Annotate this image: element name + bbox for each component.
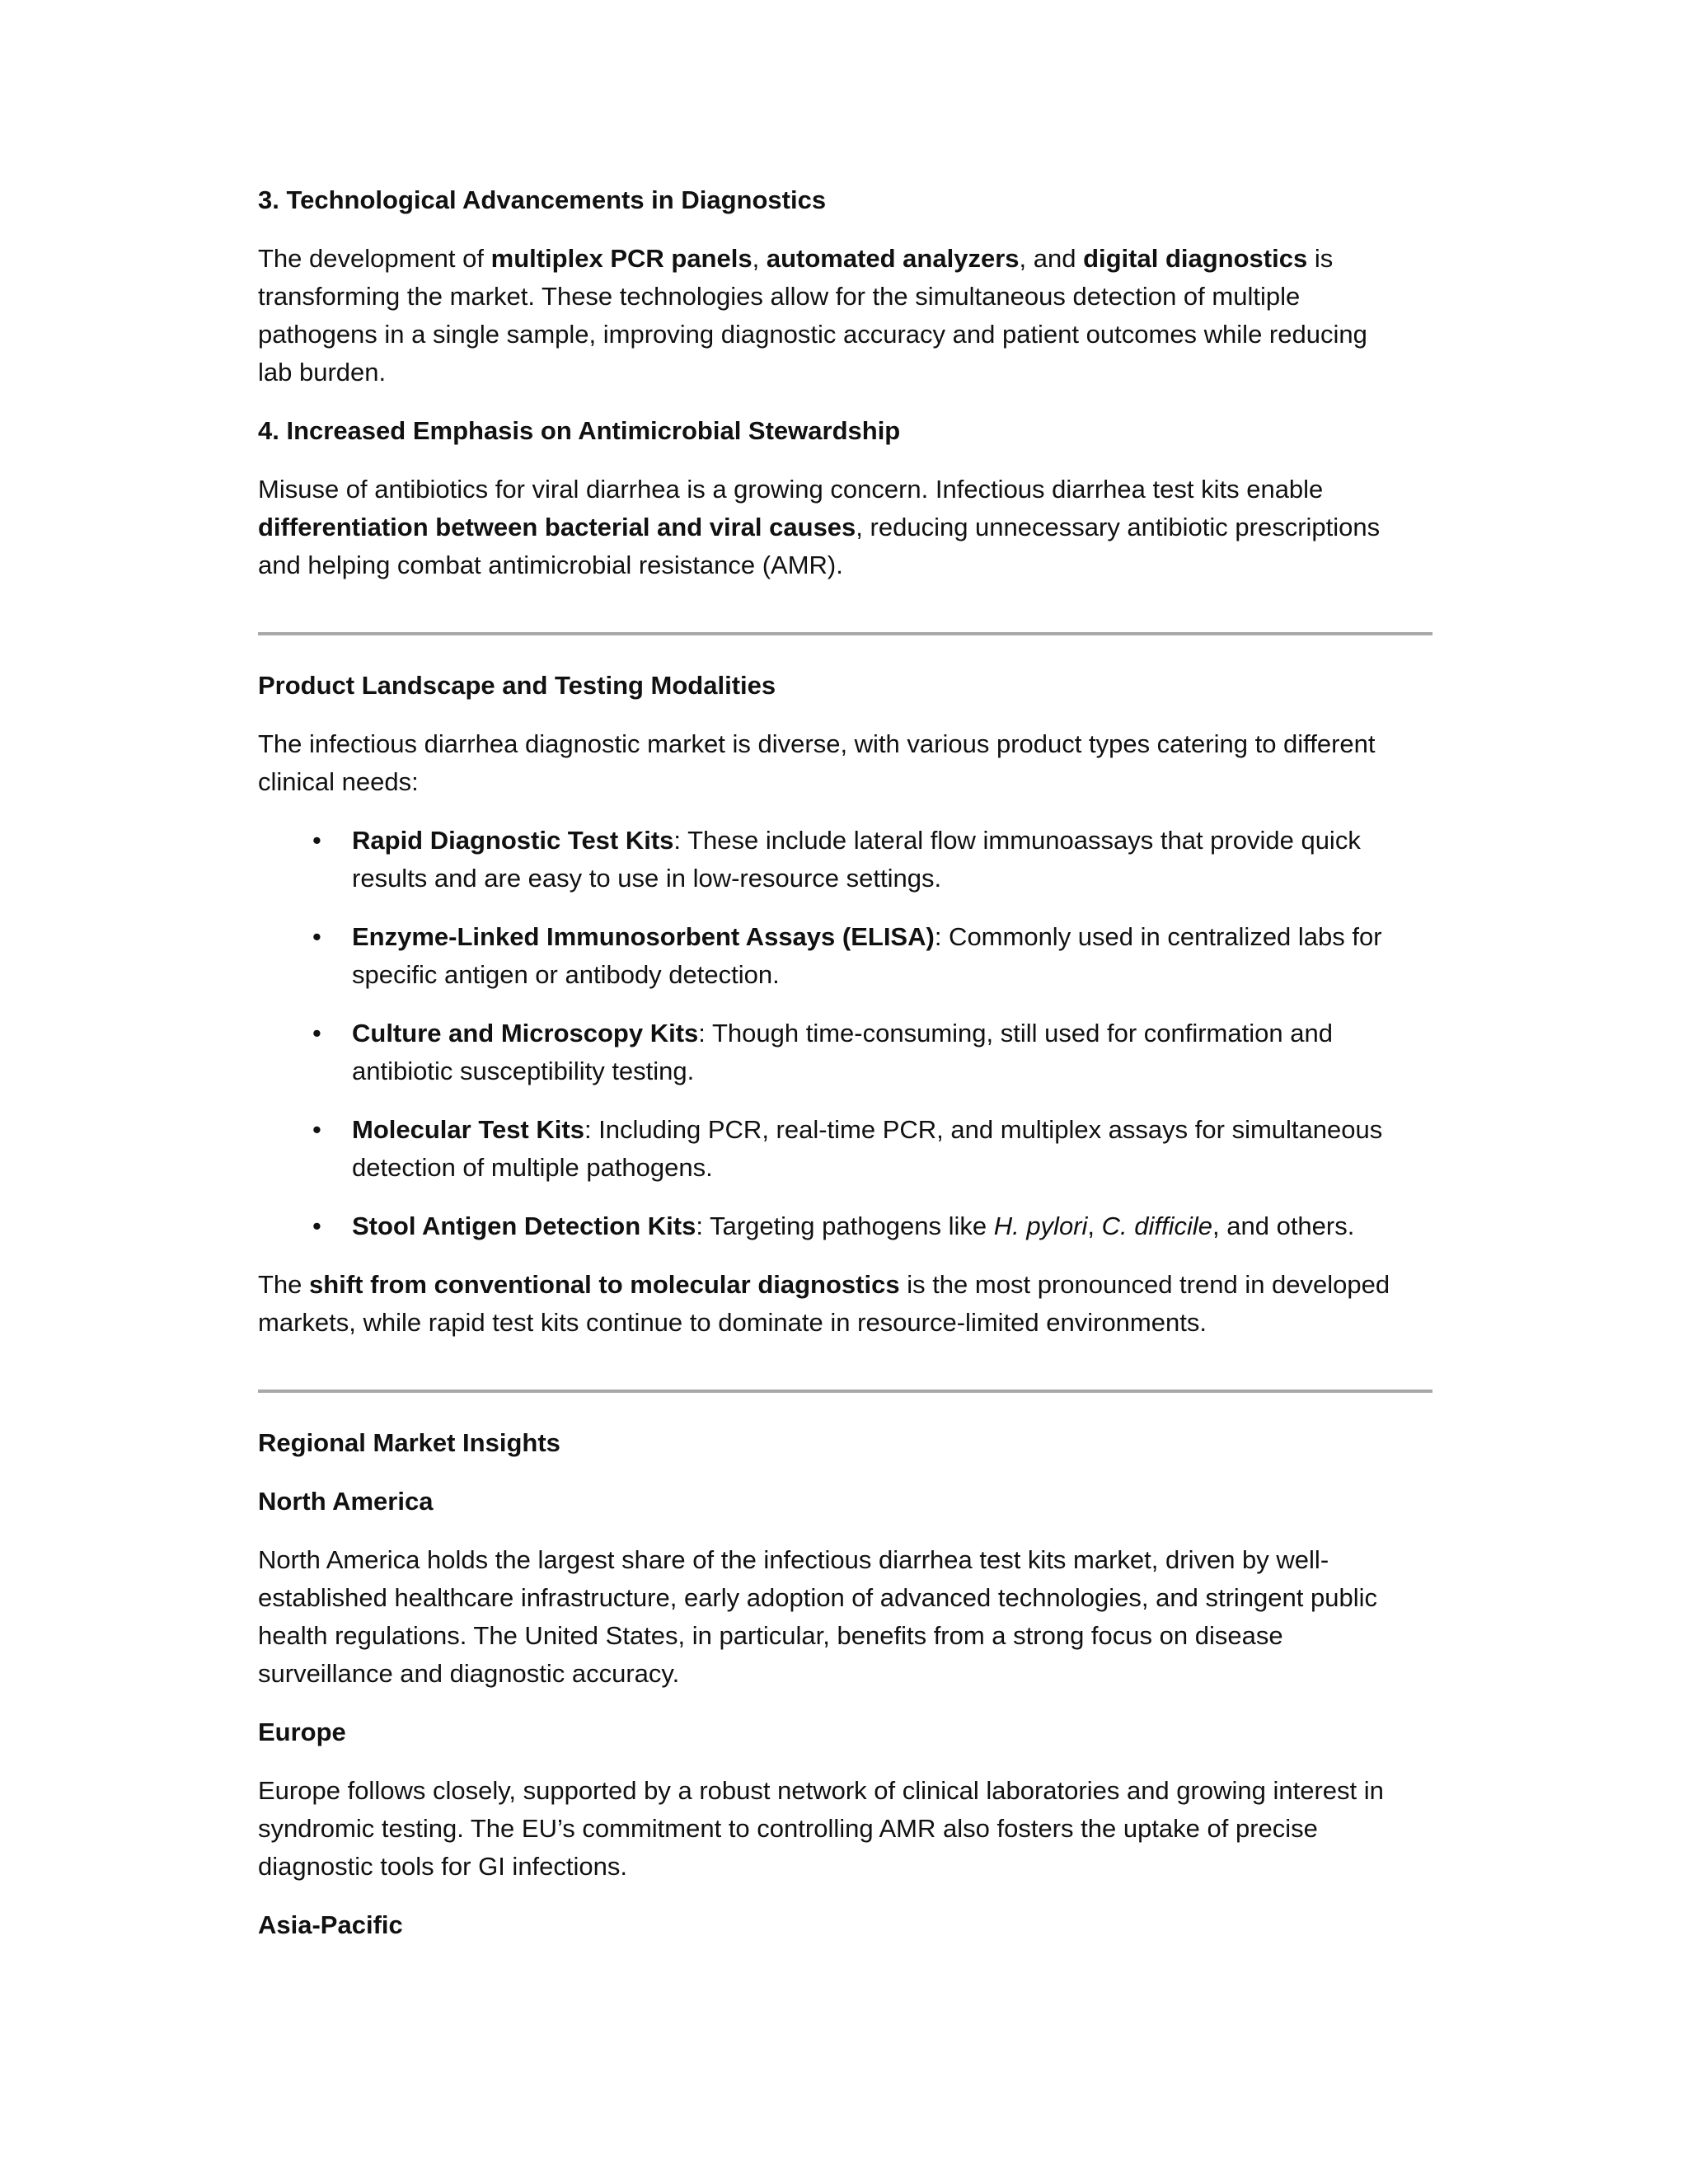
product-type-list xyxy=(258,822,1432,1245)
list-item: • Rapid Diagnostic Test Kits: These include lateral flow immunoassays that provide quick results and are easy to use in low-resource settings. xyxy=(258,822,1432,898)
paragraph-line: clinical needs: xyxy=(258,767,419,796)
document-page xyxy=(258,181,1432,1944)
paragraph-line: transforming the market. These technologies allow for the simultaneous detection of multiple xyxy=(258,282,1301,311)
paragraph-line: The shift from conventional to molecular diagnostics is the most pronounced trend in developed xyxy=(258,1270,1390,1299)
paragraph-line: Misuse of antibiotics for viral diarrhea is a growing concern. Infectious diarrhea test kits enable xyxy=(258,475,1324,504)
section-heading-regional: Regional Market Insights xyxy=(258,1428,560,1457)
paragraph-line: established healthcare infrastructure, early adoption of advanced technologies, and stringent public xyxy=(258,1583,1377,1612)
paragraph-line: Europe follows closely, supported by a robust network of clinical laboratories and growing interest in xyxy=(258,1776,1384,1805)
list-item: • Enzyme-Linked Immunosorbent Assays (ELISA): Commonly used in centralized labs for specific antigen or antibody detection. xyxy=(258,918,1432,994)
section-heading-technological: 3. Technological Advancements in Diagnostics xyxy=(258,185,827,214)
section-heading-stewardship: 4. Increased Emphasis on Antimicrobial Stewardship xyxy=(258,416,901,445)
list-item: • Culture and Microscopy Kits: Though time-consuming, still used for confirmation and antibiotic susceptibility testing. xyxy=(258,1015,1432,1090)
list-item: • Molecular Test Kits: Including PCR, real-time PCR, and multiplex assays for simultaneous detection of multiple pathogens. xyxy=(258,1111,1432,1187)
list-item: • Stool Antigen Detection Kits: Targeting pathogens like H. pylori, C. difficile, and others. xyxy=(258,1207,1432,1245)
bullet-icon: • xyxy=(312,922,321,951)
paragraph-line: diagnostic tools for GI infections. xyxy=(258,1852,628,1881)
paragraph-line: lab burden. xyxy=(258,358,387,387)
paragraph-line: and helping combat antimicrobial resistance (AMR). xyxy=(258,551,843,579)
paragraph-line: differentiation between bacterial and viral causes, reducing unnecessary antibiotic prescriptions xyxy=(258,513,1381,541)
paragraph-line: markets, while rapid test kits continue to dominate in resource-limited environments. xyxy=(258,1308,1207,1337)
bullet-icon: • xyxy=(312,1019,321,1047)
subheading-north-america: North America xyxy=(258,1487,434,1516)
paragraph-line: The development of multiplex PCR panels, automated analyzers, and digital diagnostics is xyxy=(258,244,1334,273)
bullet-icon: • xyxy=(312,826,321,855)
subheading-europe: Europe xyxy=(258,1718,346,1746)
paragraph-line: North America holds the largest share of the infectious diarrhea test kits market, driven by well- xyxy=(258,1545,1329,1574)
paragraph-line: health regulations. The United States, in particular, benefits from a strong focus on disease xyxy=(258,1621,1283,1650)
section-heading-product-landscape: Product Landscape and Testing Modalities xyxy=(258,671,776,700)
subheading-asia-pacific: Asia-Pacific xyxy=(258,1910,403,1939)
paragraph-line: The infectious diarrhea diagnostic market is diverse, with various product types catering to different xyxy=(258,729,1376,758)
paragraph-line: pathogens in a single sample, improving diagnostic accuracy and patient outcomes while reducing xyxy=(258,320,1367,349)
bullet-icon: • xyxy=(312,1212,321,1240)
bullet-icon: • xyxy=(312,1115,321,1144)
paragraph-line: surveillance and diagnostic accuracy. xyxy=(258,1659,680,1688)
paragraph-line: syndromic testing. The EU’s commitment to controlling AMR also fosters the uptake of precise xyxy=(258,1814,1318,1843)
